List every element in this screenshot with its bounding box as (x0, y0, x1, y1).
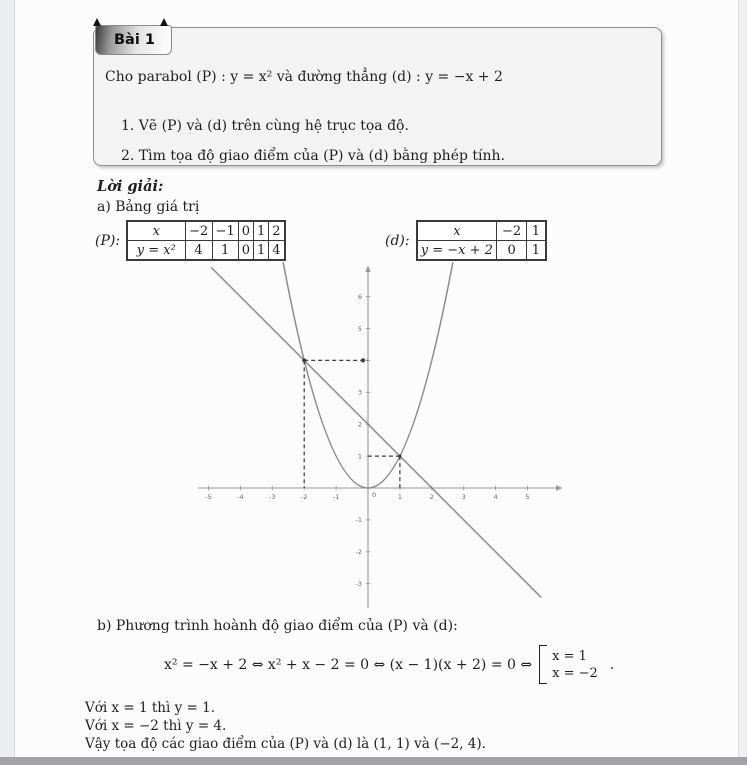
svg-text:3: 3 (461, 493, 466, 501)
svg-text:-5: -5 (205, 493, 212, 501)
svg-text:0: 0 (372, 491, 377, 499)
problem-statement: Cho parabol (P) : y = x² và đường thẳng (d) : y = −x + 2 (105, 69, 503, 85)
table-cell: 1 (212, 241, 238, 261)
tab-fold-left-icon (93, 18, 101, 26)
graph-svg (190, 262, 570, 612)
svg-text:-1: -1 (355, 516, 362, 525)
table-cell: 4 (185, 241, 212, 261)
equation-text: x² = −x + 2 ⇔ x² + x − 2 = 0 ⇔ (x − 1)(x + 2) = 0 ⇔ (164, 656, 533, 673)
table-cell: 1 (254, 241, 269, 261)
table-d-label: (d): (385, 232, 410, 249)
table-cell: 0 (497, 241, 527, 261)
problem-item-1: 1. Vẽ (P) và (d) trên cùng hệ trục tọa độ. (121, 118, 409, 134)
equation-b (164, 645, 614, 684)
svg-text:1: 1 (357, 452, 362, 461)
part-a-heading: a) Bảng giá trị (97, 199, 200, 215)
cases-group (539, 645, 598, 684)
svg-text:-4: -4 (237, 493, 244, 501)
value-table-p (126, 220, 286, 261)
value-table-d-group (385, 220, 547, 261)
svg-text:6: 6 (357, 292, 362, 301)
table-cell: 1 (527, 221, 546, 241)
table-cell: 4 (269, 241, 285, 261)
table-row (417, 221, 546, 241)
part-b-heading: b) Phương trình hoành độ giao điểm của (P) và (d): (97, 618, 458, 634)
svg-text:-3: -3 (355, 580, 362, 588)
svg-text:2: 2 (429, 493, 434, 501)
value-table-p-group (95, 220, 286, 261)
conclusion-line-1: Với x = 1 thì y = 1. (85, 700, 216, 716)
table-cell: 1 (527, 241, 546, 261)
problem-tab (95, 25, 172, 55)
svg-text:5: 5 (525, 493, 530, 501)
bottom-scroll-bar (0, 757, 747, 765)
table-row (127, 241, 285, 261)
cases-stack (547, 648, 598, 682)
table-p-label: (P): (95, 232, 121, 249)
table-cell: y = x² (127, 241, 185, 261)
table-cell: −1 (212, 221, 238, 241)
table-cell: 0 (238, 241, 253, 261)
problem-tab-label: Bài 1 (114, 32, 155, 48)
table-row (127, 221, 285, 241)
table-cell: y = −x + 2 (417, 241, 497, 261)
svg-text:-2: -2 (300, 493, 308, 501)
cases-bracket-icon (539, 645, 547, 684)
problem-item-2: 2. Tìm tọa độ giao điểm của (P) và (d) bằng phép tính. (121, 148, 505, 164)
svg-text:4: 4 (493, 493, 498, 501)
table-cell: −2 (497, 221, 527, 241)
page-left-margin (0, 0, 15, 765)
problem-box (93, 27, 662, 166)
svg-text:-1: -1 (332, 493, 340, 501)
coordinate-graph (190, 262, 570, 612)
equation-period: . (609, 656, 615, 673)
table-cell: −2 (185, 221, 212, 241)
tab-fold-right-icon (160, 18, 168, 26)
page-right-margin (738, 0, 747, 765)
svg-text:-3: -3 (269, 493, 276, 501)
table-cell: 0 (238, 221, 253, 241)
table-cell: x (127, 221, 185, 241)
svg-text:1: 1 (397, 493, 402, 501)
conclusion-line-3: Vậy tọa độ các giao điểm của (P) và (d) là (1, 1) và (−2, 4). (85, 736, 486, 752)
case-1: x = 1 (552, 648, 587, 664)
svg-text:5: 5 (357, 324, 362, 333)
value-table-d (416, 220, 547, 261)
svg-text:2: 2 (357, 420, 362, 429)
svg-text:3: 3 (357, 388, 362, 397)
case-2: x = −2 (552, 665, 598, 681)
table-cell: 1 (254, 221, 269, 241)
conclusion-line-2: Với x = −2 thì y = 4. (85, 718, 227, 734)
solution-heading: Lời giải: (97, 178, 164, 195)
table-row (417, 241, 546, 261)
svg-text:-2: -2 (355, 548, 362, 557)
table-cell: x (417, 221, 497, 241)
table-cell: 2 (269, 221, 285, 241)
